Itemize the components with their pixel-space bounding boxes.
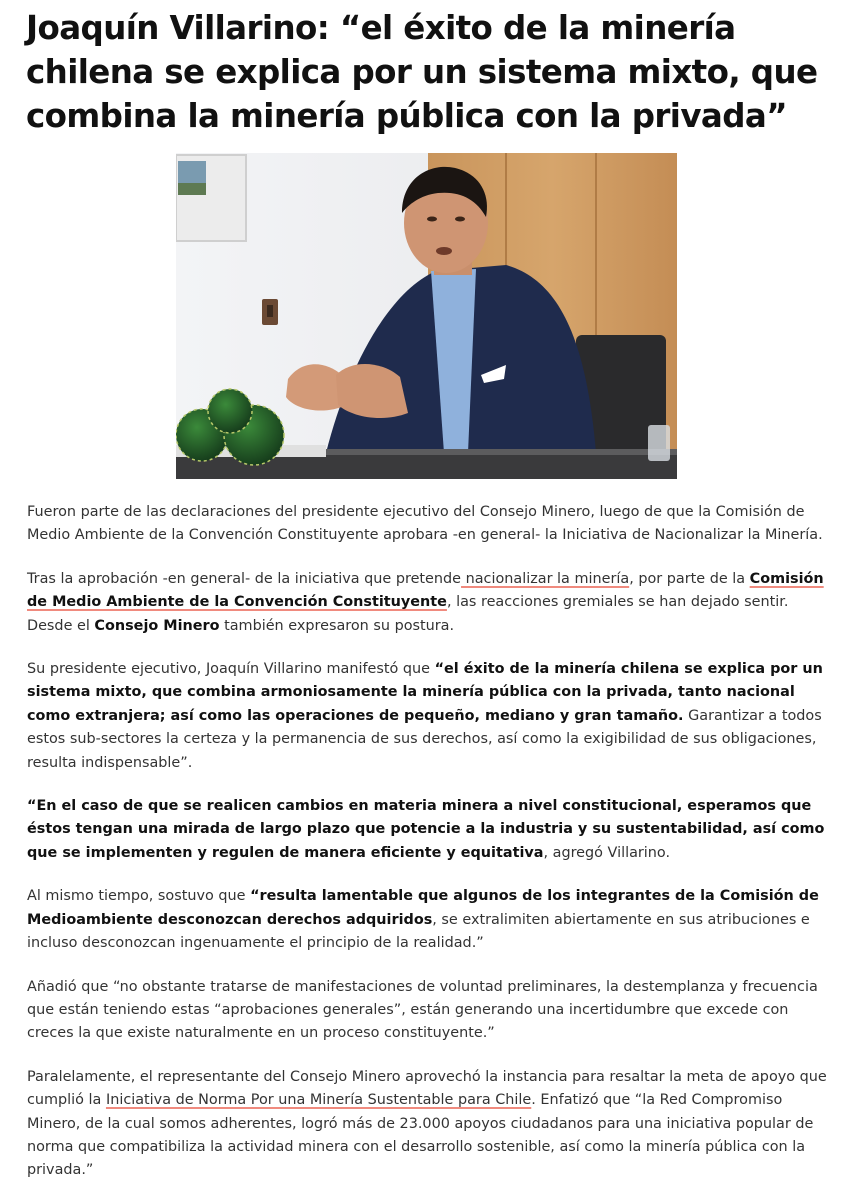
- text: . Enfatizó que “la Red Compromiso Minero, de la cual somos adherentes, logró más de 23.000 apoyos ciudadanos para una iniciativa popular de norma que compatibiliza la actividad minera con el desarrollo sostenible, así como la minería pública con la privada.”: [27, 1092, 814, 1179]
- text: Garantizar a todos estos sub-sectores la certeza y la permanencia de sus derechos, así como la exigibilidad de sus obligaciones, resulta indispensable”.: [27, 707, 822, 771]
- text: también expresaron su postura.: [219, 617, 455, 634]
- bold-quote: “el éxito de la minería chilena se explica por un sistema mixto, que combina armoniosamente la minería pública con la privada, tanto nacional como extranjera; así como las operaciones de pequeño, mediano y gran tamaño.: [27, 661, 823, 724]
- text: Paralelamente, el representante del Consejo Minero aprovechó la instancia para resaltar la meta de apoyo que cumplió la: [27, 1068, 827, 1109]
- bold-consejo-minero: Consejo Minero: [94, 617, 220, 634]
- paragraph-5: [27, 885, 827, 955]
- link-nacionalizar-mineria[interactable]: nacionalizar la minería: [461, 570, 630, 587]
- text: , las reacciones gremiales se han dejado sentir. Desde el: [27, 594, 789, 634]
- link-comision-medio-ambiente[interactable]: Comisión de Medio Ambiente de la Convención Constituyente: [27, 570, 824, 611]
- article-title: Joaquín Villarino: “el éxito de la minería chilena se explica por un sistema mixto, que combina la minería pública con la privada”: [26, 9, 818, 135]
- paragraph-4: [27, 795, 827, 865]
- paragraph-3: [27, 658, 827, 775]
- text: Tras la aprobación -en general- de la iniciativa que pretende: [27, 570, 462, 587]
- link-iniciativa-norma[interactable]: Iniciativa de Norma Por una Minería Sustentable para Chile: [105, 1092, 532, 1109]
- text: Al mismo tiempo, sostuvo que: [27, 888, 251, 905]
- paragraph-1: Fueron parte de las declaraciones del presidente ejecutivo del Consejo Minero, luego de que la Comisión de Medio Ambiente de la Convención Constituyente aprobara -en general- la Iniciativa de Nacionalizar la Minería.: [27, 504, 823, 544]
- text: , se extralimiten abiertamente en sus atribuciones e incluso desconozcan ingenuamente el principio de la realidad.”: [27, 911, 810, 952]
- paragraph-6: Añadió que “no obstante tratarse de manifestaciones de voluntad preliminares, la destemplanza y frecuencia que están teniendo estas “aprobaciones generales”, están generando una incertidumbre que excede con creces la que existe naturalmente en un proceso constituyente.”: [27, 978, 818, 1042]
- bold-quote: “En el caso de que se realicen cambios en materia minera a nivel constitucional, esperamos que éstos tengan una mirada de largo plazo que potencie a la industria y su sustentabilidad, así como que se implementen y regulen de manera eficiente y equitativa: [27, 798, 825, 861]
- bold-quote: “resulta lamentable que algunos de los integrantes de la Comisión de Medioambiente desconozcan derechos adquiridos: [27, 888, 819, 928]
- text: Su presidente ejecutivo, Joaquín Villarino manifestó que: [27, 661, 435, 678]
- paragraph-7: [27, 1066, 827, 1183]
- article-body: [27, 501, 827, 1203]
- text: , agregó Villarino.: [543, 844, 671, 861]
- article-photo: [176, 153, 677, 479]
- paragraph-2: [27, 568, 827, 638]
- text: , por parte de la: [629, 570, 750, 587]
